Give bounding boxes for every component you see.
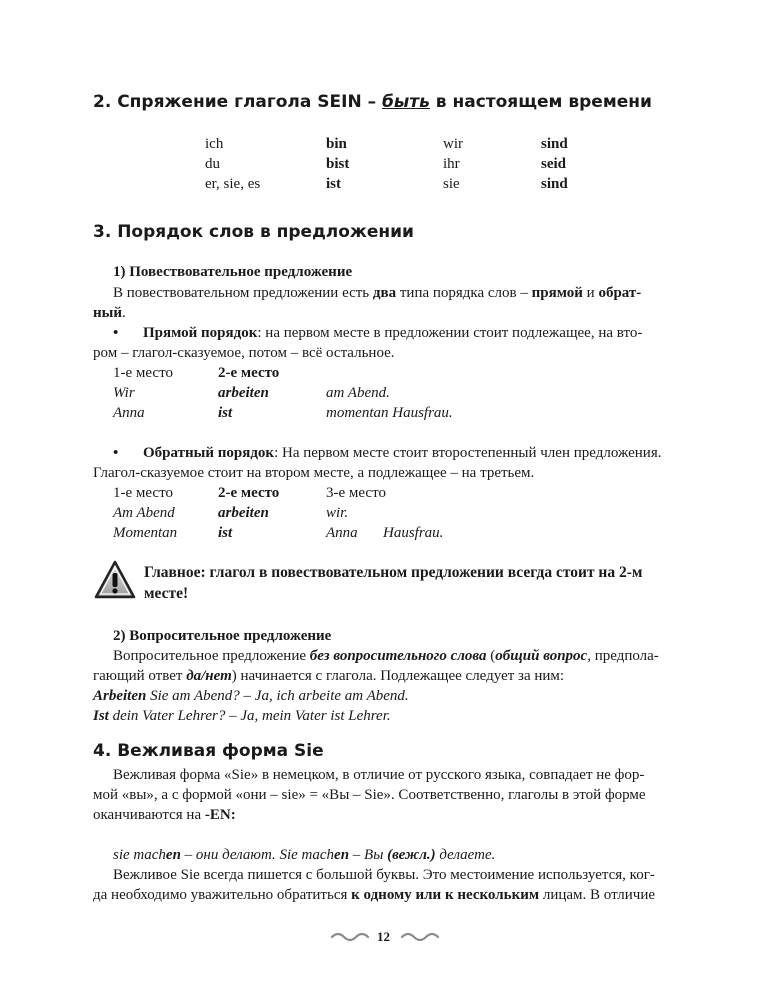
- conjugation-cell: bist: [326, 156, 350, 172]
- conjugation-cell: ihr: [443, 156, 460, 172]
- table-cell: Hausfrau.: [383, 525, 444, 541]
- table-cell: Am Abend: [113, 505, 175, 521]
- section-2-title: 2. Спряжение глагола SEIN – быть в настоящем времени: [93, 92, 652, 112]
- wave-ornament-icon: [330, 931, 370, 943]
- subsection-question-title: 2) Вопросительное предложение: [113, 628, 332, 644]
- conjugation-cell: er, sie, es: [205, 176, 261, 192]
- table-header-cell: 2-е место: [218, 485, 280, 501]
- conjugation-cell: sie: [443, 176, 460, 192]
- warning-text: Главное: глагол в повествовательном предложении всегда стоит на 2-м месте!: [144, 564, 643, 602]
- question-paragraph: Вопросительное предложение без вопросительного слова (общий вопрос, предпола- гающий ответ да/нет) начинается с глагола. Подлежащее следует за ним: Arbeiten Sie am Abend? – Ja, ich arbeite am Abend. Ist dein Vater Lehrer? – Ja, mein Vater ist Lehrer.: [93, 648, 659, 724]
- section-4-title: 4. Вежливая форма Sie: [93, 741, 324, 761]
- footer: [330, 928, 440, 948]
- conjugation-cell: ist: [326, 176, 341, 192]
- conjugation-cell: du: [205, 156, 220, 172]
- page-number: 12: [377, 929, 390, 944]
- table-cell: Anna: [326, 525, 358, 541]
- table-cell: am Abend.: [326, 385, 390, 401]
- conjugation-cell: seid: [541, 156, 567, 172]
- polite-form-example: sie machen – они делают. Sie machen – Вы (вежл.) делаете.: [113, 847, 496, 863]
- table-cell: arbeiten: [218, 385, 269, 401]
- section-3-title: 3. Порядок слов в предложении: [93, 222, 414, 242]
- direct-order-paragraph: • Прямой порядок: на первом месте в предложении стоит подлежащее, на вто- ром – глагол-сказуемое, потом – всё остальное.: [93, 325, 643, 361]
- table-cell: Wir: [113, 385, 135, 401]
- subsection-narrative-title: 1) Повествовательное предложение: [113, 264, 353, 280]
- narrative-intro: В повествовательном предложении есть два типа порядка слов – прямой и обрат- ный.: [93, 285, 642, 321]
- warning-triangle-icon: [94, 560, 136, 600]
- conjugation-cell: sind: [541, 136, 568, 152]
- table-cell: ist: [218, 525, 233, 541]
- table-cell: momentan Hausfrau.: [326, 405, 453, 421]
- polite-form-paragraph-2: Вежливое Sie всегда пишется с большой буквы. Это местоимение используется, ког- да необходимо уважительно обратиться к одному или к нескольким лицам. В отличие: [93, 867, 656, 903]
- table-cell: arbeiten: [218, 505, 269, 521]
- conjugation-cell: sind: [541, 176, 568, 192]
- table-header-cell: 2-е место: [218, 365, 280, 381]
- table-cell: Anna: [113, 405, 145, 421]
- table-cell: ist: [218, 405, 233, 421]
- table-header-cell: 3-е место: [326, 485, 386, 501]
- inverse-order-paragraph: • Обратный порядок: На первом месте стоит второстепенный член предложения. Глагол-сказуемое стоит на втором месте, а подлежащее – на третьем.: [93, 445, 662, 481]
- table-cell: wir.: [326, 505, 349, 521]
- conjugation-cell: bin: [326, 136, 347, 152]
- table-header-cell: 1-е место: [113, 485, 173, 501]
- wave-ornament-icon: [400, 931, 440, 943]
- table-header-cell: 1-е место: [113, 365, 173, 381]
- conjugation-cell: wir: [443, 136, 463, 152]
- conjugation-cell: ich: [205, 136, 224, 152]
- polite-form-paragraph: Вежливая форма «Sie» в немецком, в отличие от русского языка, совпадает не фор- мой «вы», а с формой «они – sie» = «Вы – Sie». Соответственно, глаголы в этой форме оканчиваются на -EN:: [93, 767, 646, 823]
- table-cell: Momentan: [113, 525, 178, 541]
